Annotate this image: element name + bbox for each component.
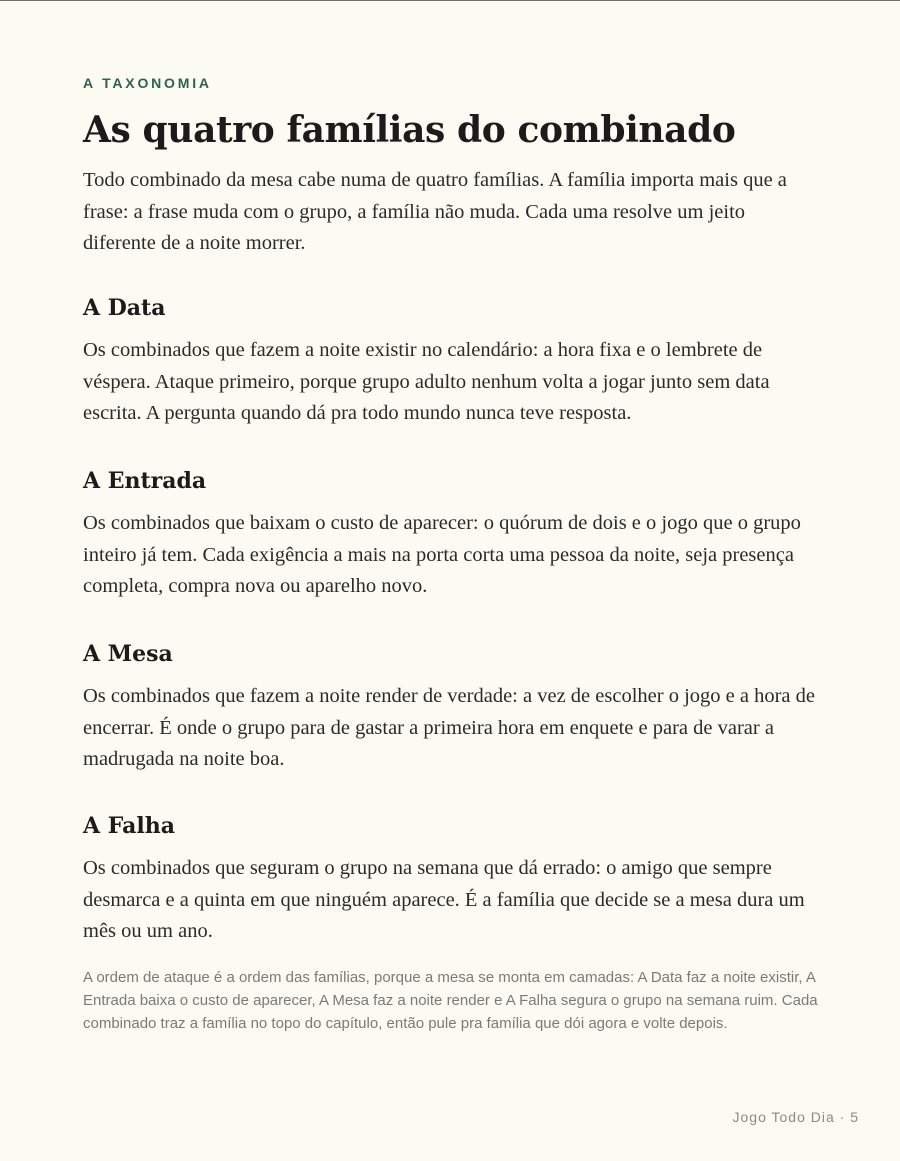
- family-section-falha: [83, 813, 823, 948]
- section-eyebrow: A TAXONOMIA: [83, 75, 212, 91]
- family-heading: A Entrada: [83, 468, 207, 494]
- family-heading: A Data: [83, 295, 166, 321]
- family-section-entrada: [83, 468, 823, 603]
- family-section-mesa: [83, 641, 823, 776]
- page-title: As quatro famílias do combinado: [83, 109, 736, 151]
- closing-note: A ordem de ataque é a ordem das famílias, porque a mesa se monta em camadas: A Data faz a noite existir, A Entrada baixa o custo de aparecer, A Mesa faz a noite render e A Falha segura o grupo na semana ruim. Cada combinado traz a família no topo do capítulo, então pule pra família que dói agora e volte depois.: [83, 969, 818, 1032]
- lead-paragraph: Todo combinado da mesa cabe numa de quatro famílias. A família importa mais que a frase: a frase muda com o grupo, a família não muda. Cada uma resolve um jeito diferente de a noite morrer.: [83, 169, 787, 254]
- family-heading: A Mesa: [83, 641, 173, 667]
- family-body: Os combinados que fazem a noite existir no calendário: a hora fixa e o lembrete de véspera. Ataque primeiro, porque grupo adulto nenhum volta a jogar junto sem data escrita. A pergunta quando dá pra todo mundo nunca teve resposta.: [83, 339, 770, 424]
- family-body: Os combinados que seguram o grupo na semana que dá errado: o amigo que sempre desmarca e a quinta em que ninguém aparece. É a família que decide se a mesa dura um mês ou um ano.: [83, 857, 805, 942]
- family-body: Os combinados que fazem a noite render de verdade: a vez de escolher o jogo e a hora de encerrar. É onde o grupo para de gastar a primeira hora em enquete e para de varar a madrugada na noite boa.: [83, 685, 815, 770]
- page-footer: Jogo Todo Dia · 5: [732, 1109, 859, 1125]
- family-heading: A Falha: [83, 813, 176, 839]
- family-section-data: [83, 295, 823, 430]
- family-body: Os combinados que baixam o custo de aparecer: o quórum de dois e o jogo que o grupo inteiro já tem. Cada exigência a mais na porta corta uma pessoa da noite, seja presença completa, compra nova ou aparelho novo.: [83, 512, 801, 597]
